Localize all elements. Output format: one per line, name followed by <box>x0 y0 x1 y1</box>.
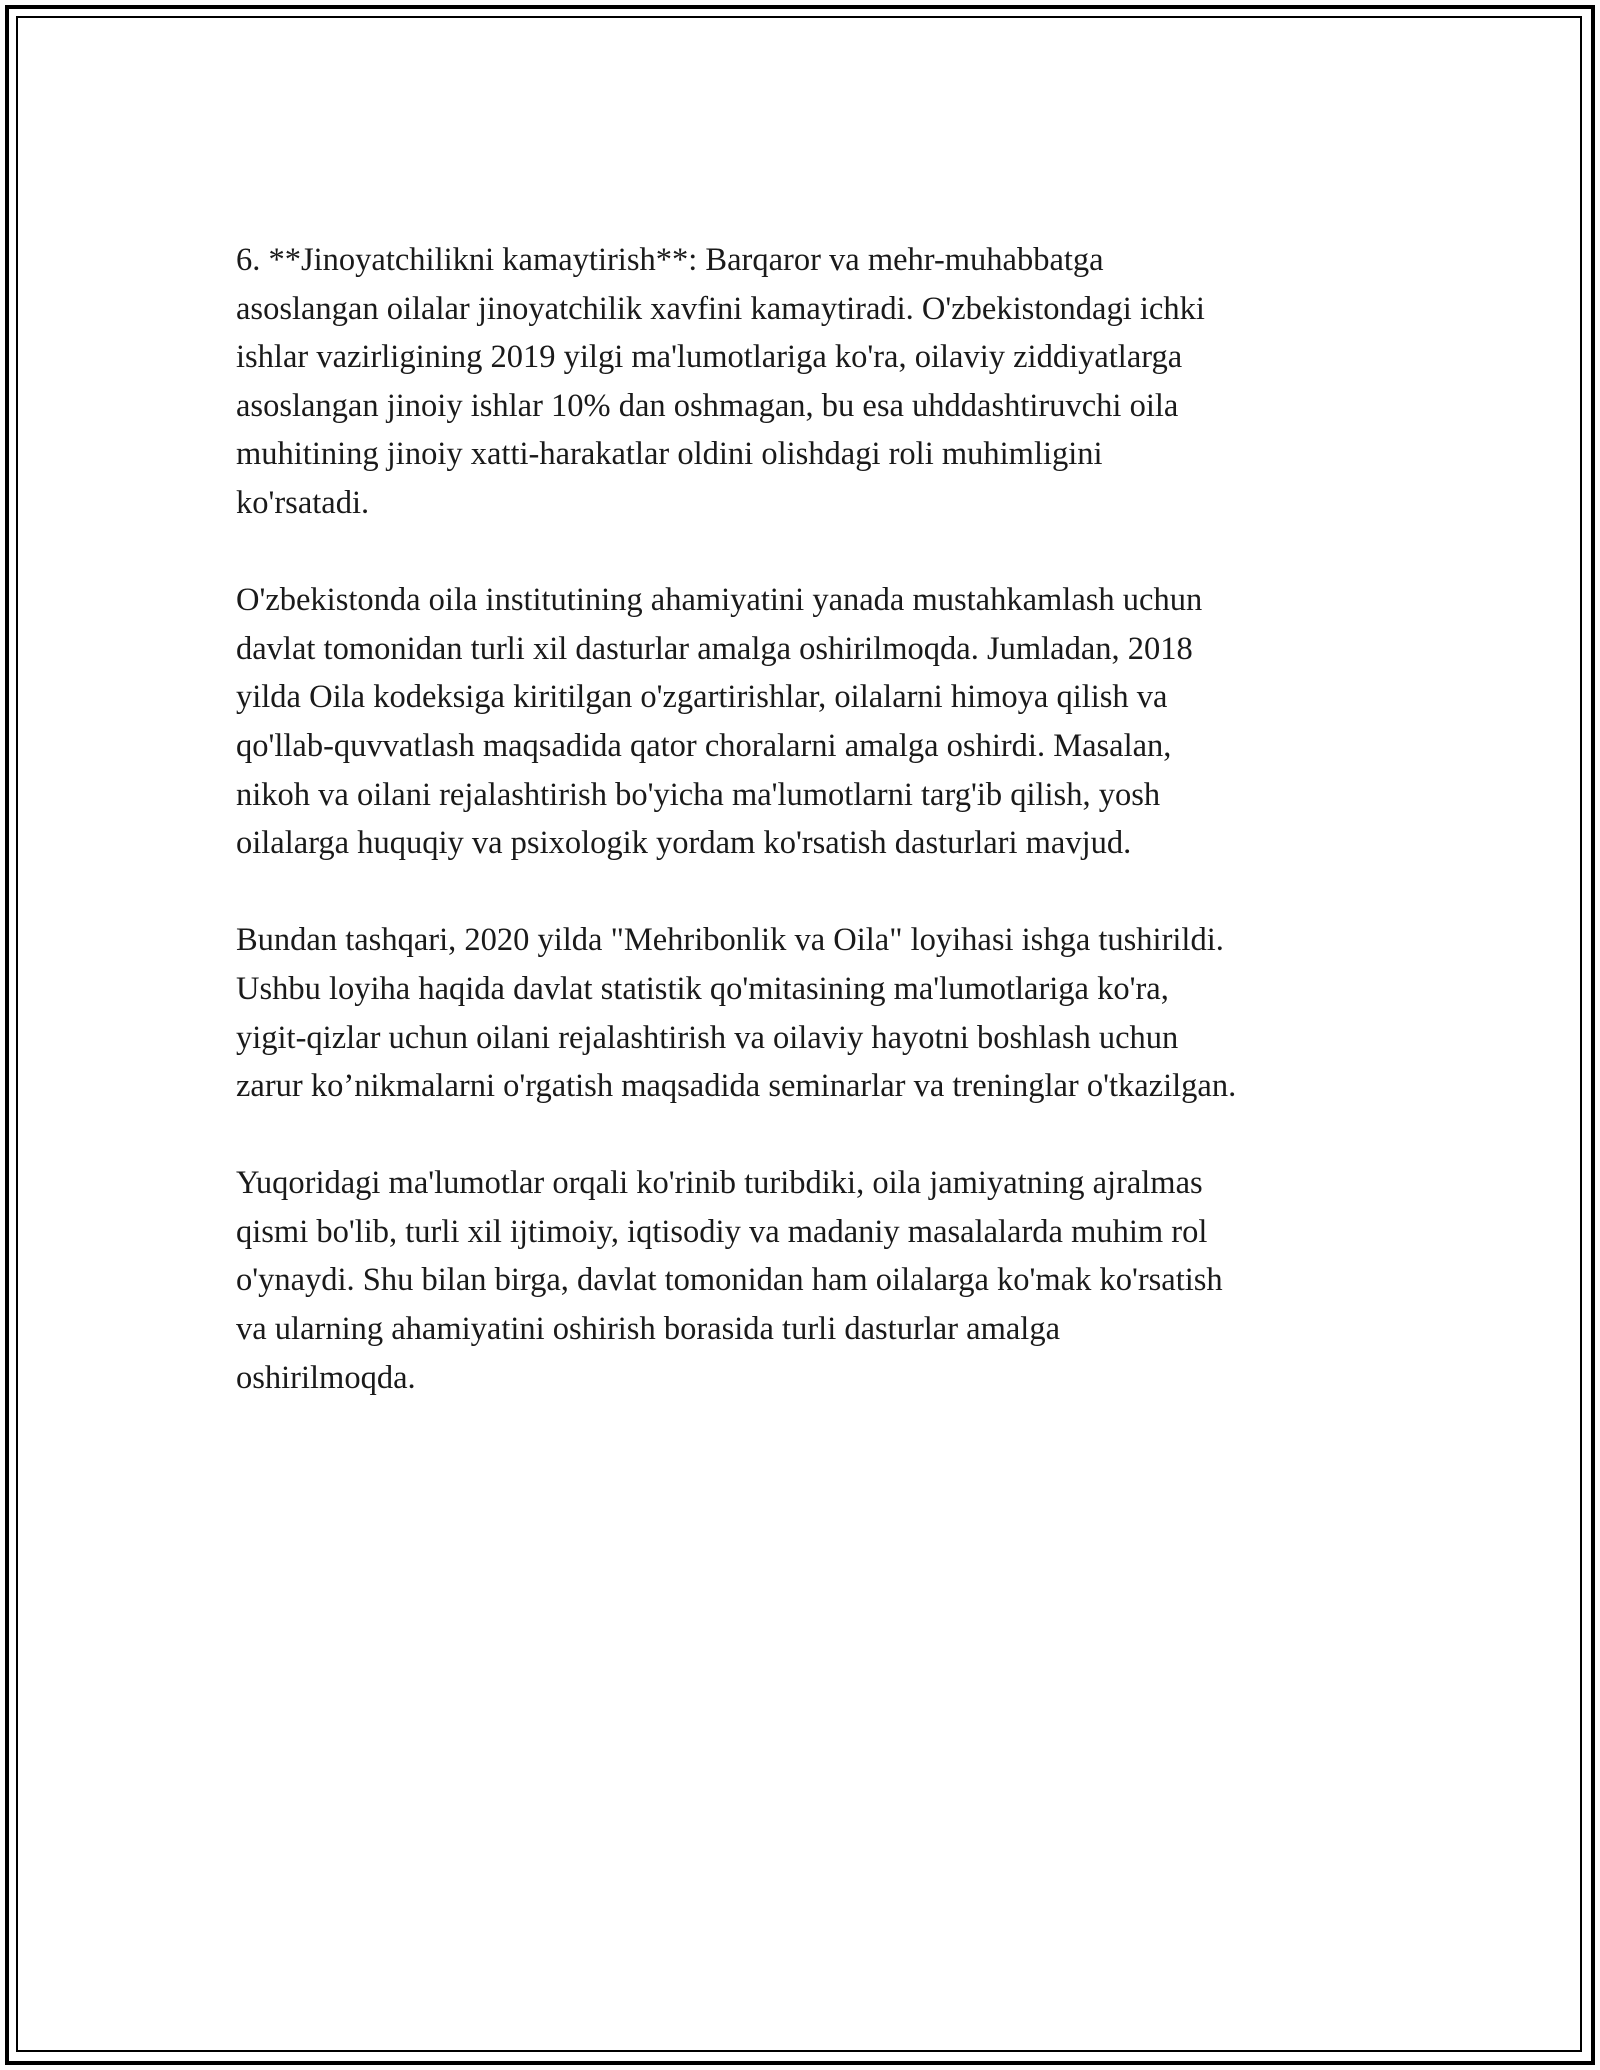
text-line: qo'llab-quvvatlash maqsadida qator choralarni amalga oshirdi. Masalan, <box>236 727 1172 764</box>
text-line: Bundan tashqari, 2020 yilda "Mehribonlik va Oila" loyihasi ishga tushirildi. <box>236 922 1224 959</box>
text-line: ko'rsatadi. <box>236 484 370 521</box>
text-line: oilalarga huquqiy va psixologik yordam ko'rsatish dasturlari mavjud. <box>236 825 1132 862</box>
text-line: nikoh va oilani rejalashtirish bo'yicha ma'lumotlarni targ'ib qilish, yosh <box>236 776 1161 813</box>
paragraph-conclusion <box>236 1159 1386 1402</box>
text-line: yigit-qizlar uchun oilani rejalashtirish va oilaviy hayotni boshlash uchun <box>236 1019 1179 1056</box>
paragraph-crime-reduction <box>236 236 1386 528</box>
paragraph-state-programs <box>236 576 1386 868</box>
text-line: qismi bo'lib, turli xil ijtimoiy, iqtisodiy va madaniy masalalarda muhim rol <box>236 1213 1208 1250</box>
text-line: asoslangan oilalar jinoyatchilik xavfini kamaytiradi. O'zbekistondagi ichki <box>236 290 1205 327</box>
paragraph-project-2020 <box>236 916 1386 1110</box>
text-line: va ularning ahamiyatini oshirish borasida turli dasturlar amalga <box>236 1311 1061 1348</box>
text-line: ishlar vazirligining 2019 yilgi ma'lumotlariga ko'ra, oilaviy ziddiyatlarga <box>236 339 1183 376</box>
text-line: davlat tomonidan turli xil dasturlar amalga oshirilmoqda. Jumladan, 2018 <box>236 630 1193 667</box>
text-line: oshirilmoqda. <box>236 1359 416 1396</box>
text-line: zarur ko’nikmalarni o'rgatish maqsadida seminarlar va treninglar o'tkazilgan. <box>236 1068 1237 1105</box>
text-line: muhitining jinoiy xatti-harakatlar oldini olishdagi roli muhimligini <box>236 436 1103 473</box>
text-line: yilda Oila kodeksiga kiritilgan o'zgartirishlar, oilalarni himoya qilish va <box>236 679 1168 716</box>
text-line: Yuqoridagi ma'lumotlar orqali ko'rinib turibdiki, oila jamiyatning ajralmas <box>236 1165 1203 1202</box>
text-line: o'ynaydi. Shu bilan birga, davlat tomonidan ham oilalarga ko'mak ko'rsatish <box>236 1262 1223 1299</box>
text-line: 6. **Jinoyatchilikni kamaytirish**: Barqaror va mehr-muhabbatga <box>236 242 1104 278</box>
text-line: asoslangan jinoiy ishlar 10% dan oshmagan, bu esa uhddashtiruvchi oila <box>236 387 1179 424</box>
text-line: Ushbu loyiha haqida davlat statistik qo'mitasining ma'lumotlariga ko'ra, <box>236 970 1169 1007</box>
document-body <box>236 236 1386 1451</box>
text-line: O'zbekistonda oila institutining ahamiyatini yanada mustahkamlash uchun <box>236 582 1203 619</box>
